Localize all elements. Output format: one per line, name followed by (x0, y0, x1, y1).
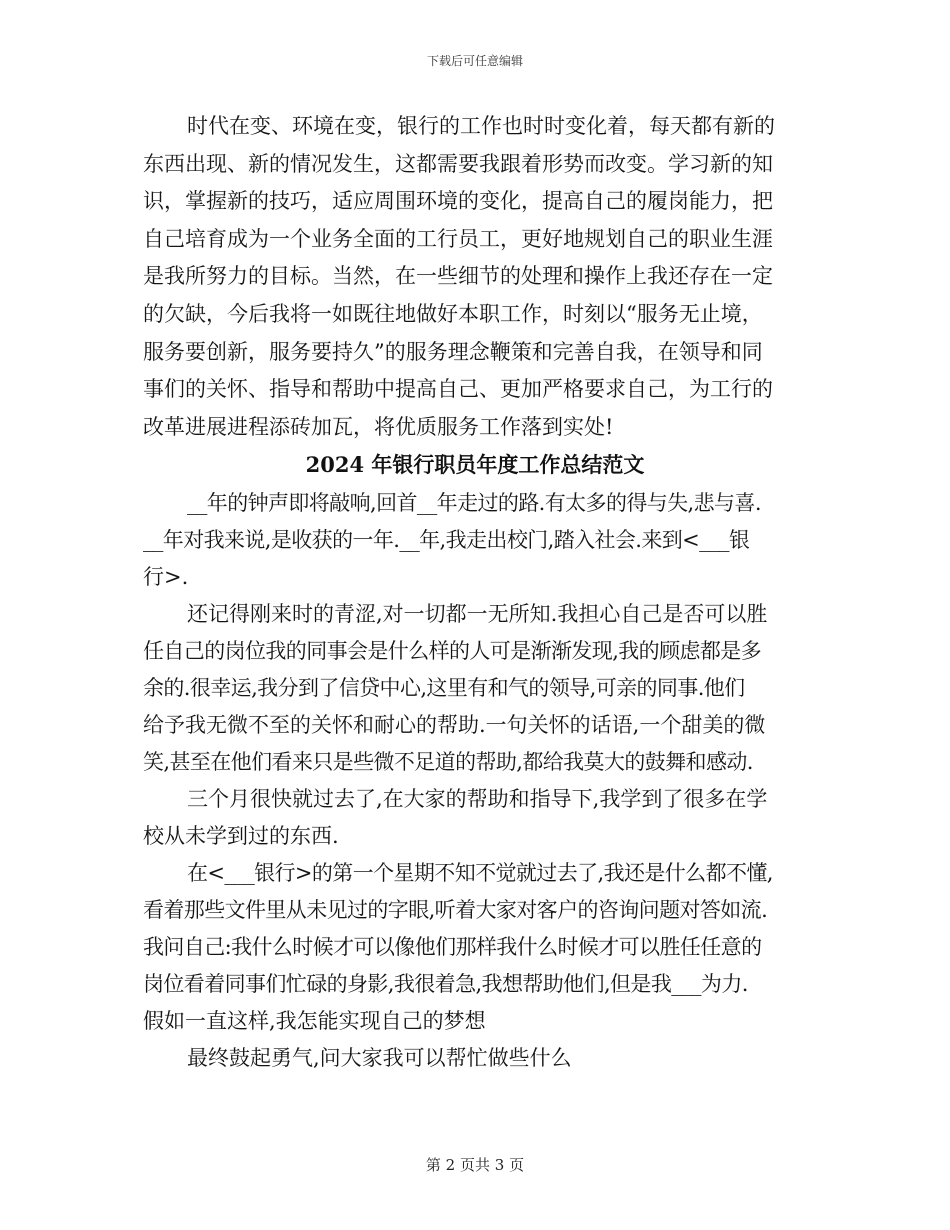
paragraph-line: 服务要创新，服务要持久”的服务理念鞭策和完善自我，在领导和同 (143, 340, 763, 364)
paragraph-line: 改革进展进程添砖加瓦，将优质服务工作落到实处! (143, 415, 614, 439)
page-header: 下载后可任意编辑 (426, 54, 523, 68)
paragraph-line: 给予我无微不至的关怀和耐心的帮助.一句关怀的话语,一个甜美的微 (143, 713, 766, 737)
paragraph-line: 自己培育成为一个业务全面的工行员工，更好地规划自己的职业生涯 (143, 227, 773, 251)
paragraph-line: 任自己的岗位我的同事会是什么样的人可是渐渐发现,我的顾虑都是多 (143, 639, 762, 663)
paragraph-line: 识，掌握新的技巧，适应周围环境的变化，提高自己的履岗能力，把 (143, 189, 773, 213)
paragraph-line: 校从未学到过的东西. (143, 824, 339, 848)
paragraph-line: 还记得刚来时的青涩,对一切都一无所知.我担心自己是否可以胜 (187, 602, 768, 626)
paragraph-line: __年对我来说,是收获的一年.__年,我走出校门,踏入社会.来到<___银 (143, 528, 750, 552)
paragraph-line: 是我所努力的目标。当然，在一些细节的处理和操作上我还存在一定 (143, 264, 773, 288)
section-title: 2024 年银行职员年度工作总结范文 (305, 452, 645, 477)
page-footer: 第 2 页共 3 页 (425, 1156, 525, 1174)
paragraph-line: 最终鼓起勇气,问大家我可以帮忙做些什么 (187, 1046, 572, 1070)
paragraph-line: 东西出现、新的情况发生，这都需要我跟着形势而改变。学习新的知 (143, 152, 773, 176)
paragraph-line: 余的.很幸运,我分到了信贷中心,这里有和气的领导,可亲的同事.他们 (143, 676, 745, 700)
paragraph-line: 行>. (143, 565, 189, 589)
paragraph-line: 假如一直这样,我怎能实现自己的梦想 (143, 1009, 486, 1033)
paragraph-line: 事们的关怀、指导和帮助中提高自己、更加严格要求自己，为工行的 (143, 377, 773, 401)
paragraph-line: 我问自己:我什么时候才可以像他们那样我什么时候才可以胜任任意的 (143, 935, 762, 959)
paragraph-line: 笑,甚至在他们看来只是些微不足道的帮助,都给我莫大的鼓舞和感动. (143, 750, 753, 774)
paragraph-line: 时代在变、环境在变，银行的工作也时时变化着，每天都有新的 (187, 114, 775, 138)
paragraph-line: 在<___银行>的第一个星期不知不觉就过去了,我还是什么都不懂, (187, 861, 773, 885)
paragraph-line: 三个月很快就过去了,在大家的帮助和指导下,我学到了很多在学 (187, 787, 768, 811)
paragraph-line: 看着那些文件里从未见过的字眼,听着大家对客户的咨询问题对答如流. (143, 898, 768, 922)
paragraph-line: 岗位看着同事们忙碌的身影,我很着急,我想帮助他们,但是我___为力. (143, 972, 748, 996)
paragraph-line: __年的钟声即将敲响,回首__年走过的路.有太多的得与失,悲与喜. (187, 491, 761, 515)
paragraph-line: 的欠缺，今后我将一如既往地做好本职工作，时刻以“服务无止境， (143, 302, 763, 326)
